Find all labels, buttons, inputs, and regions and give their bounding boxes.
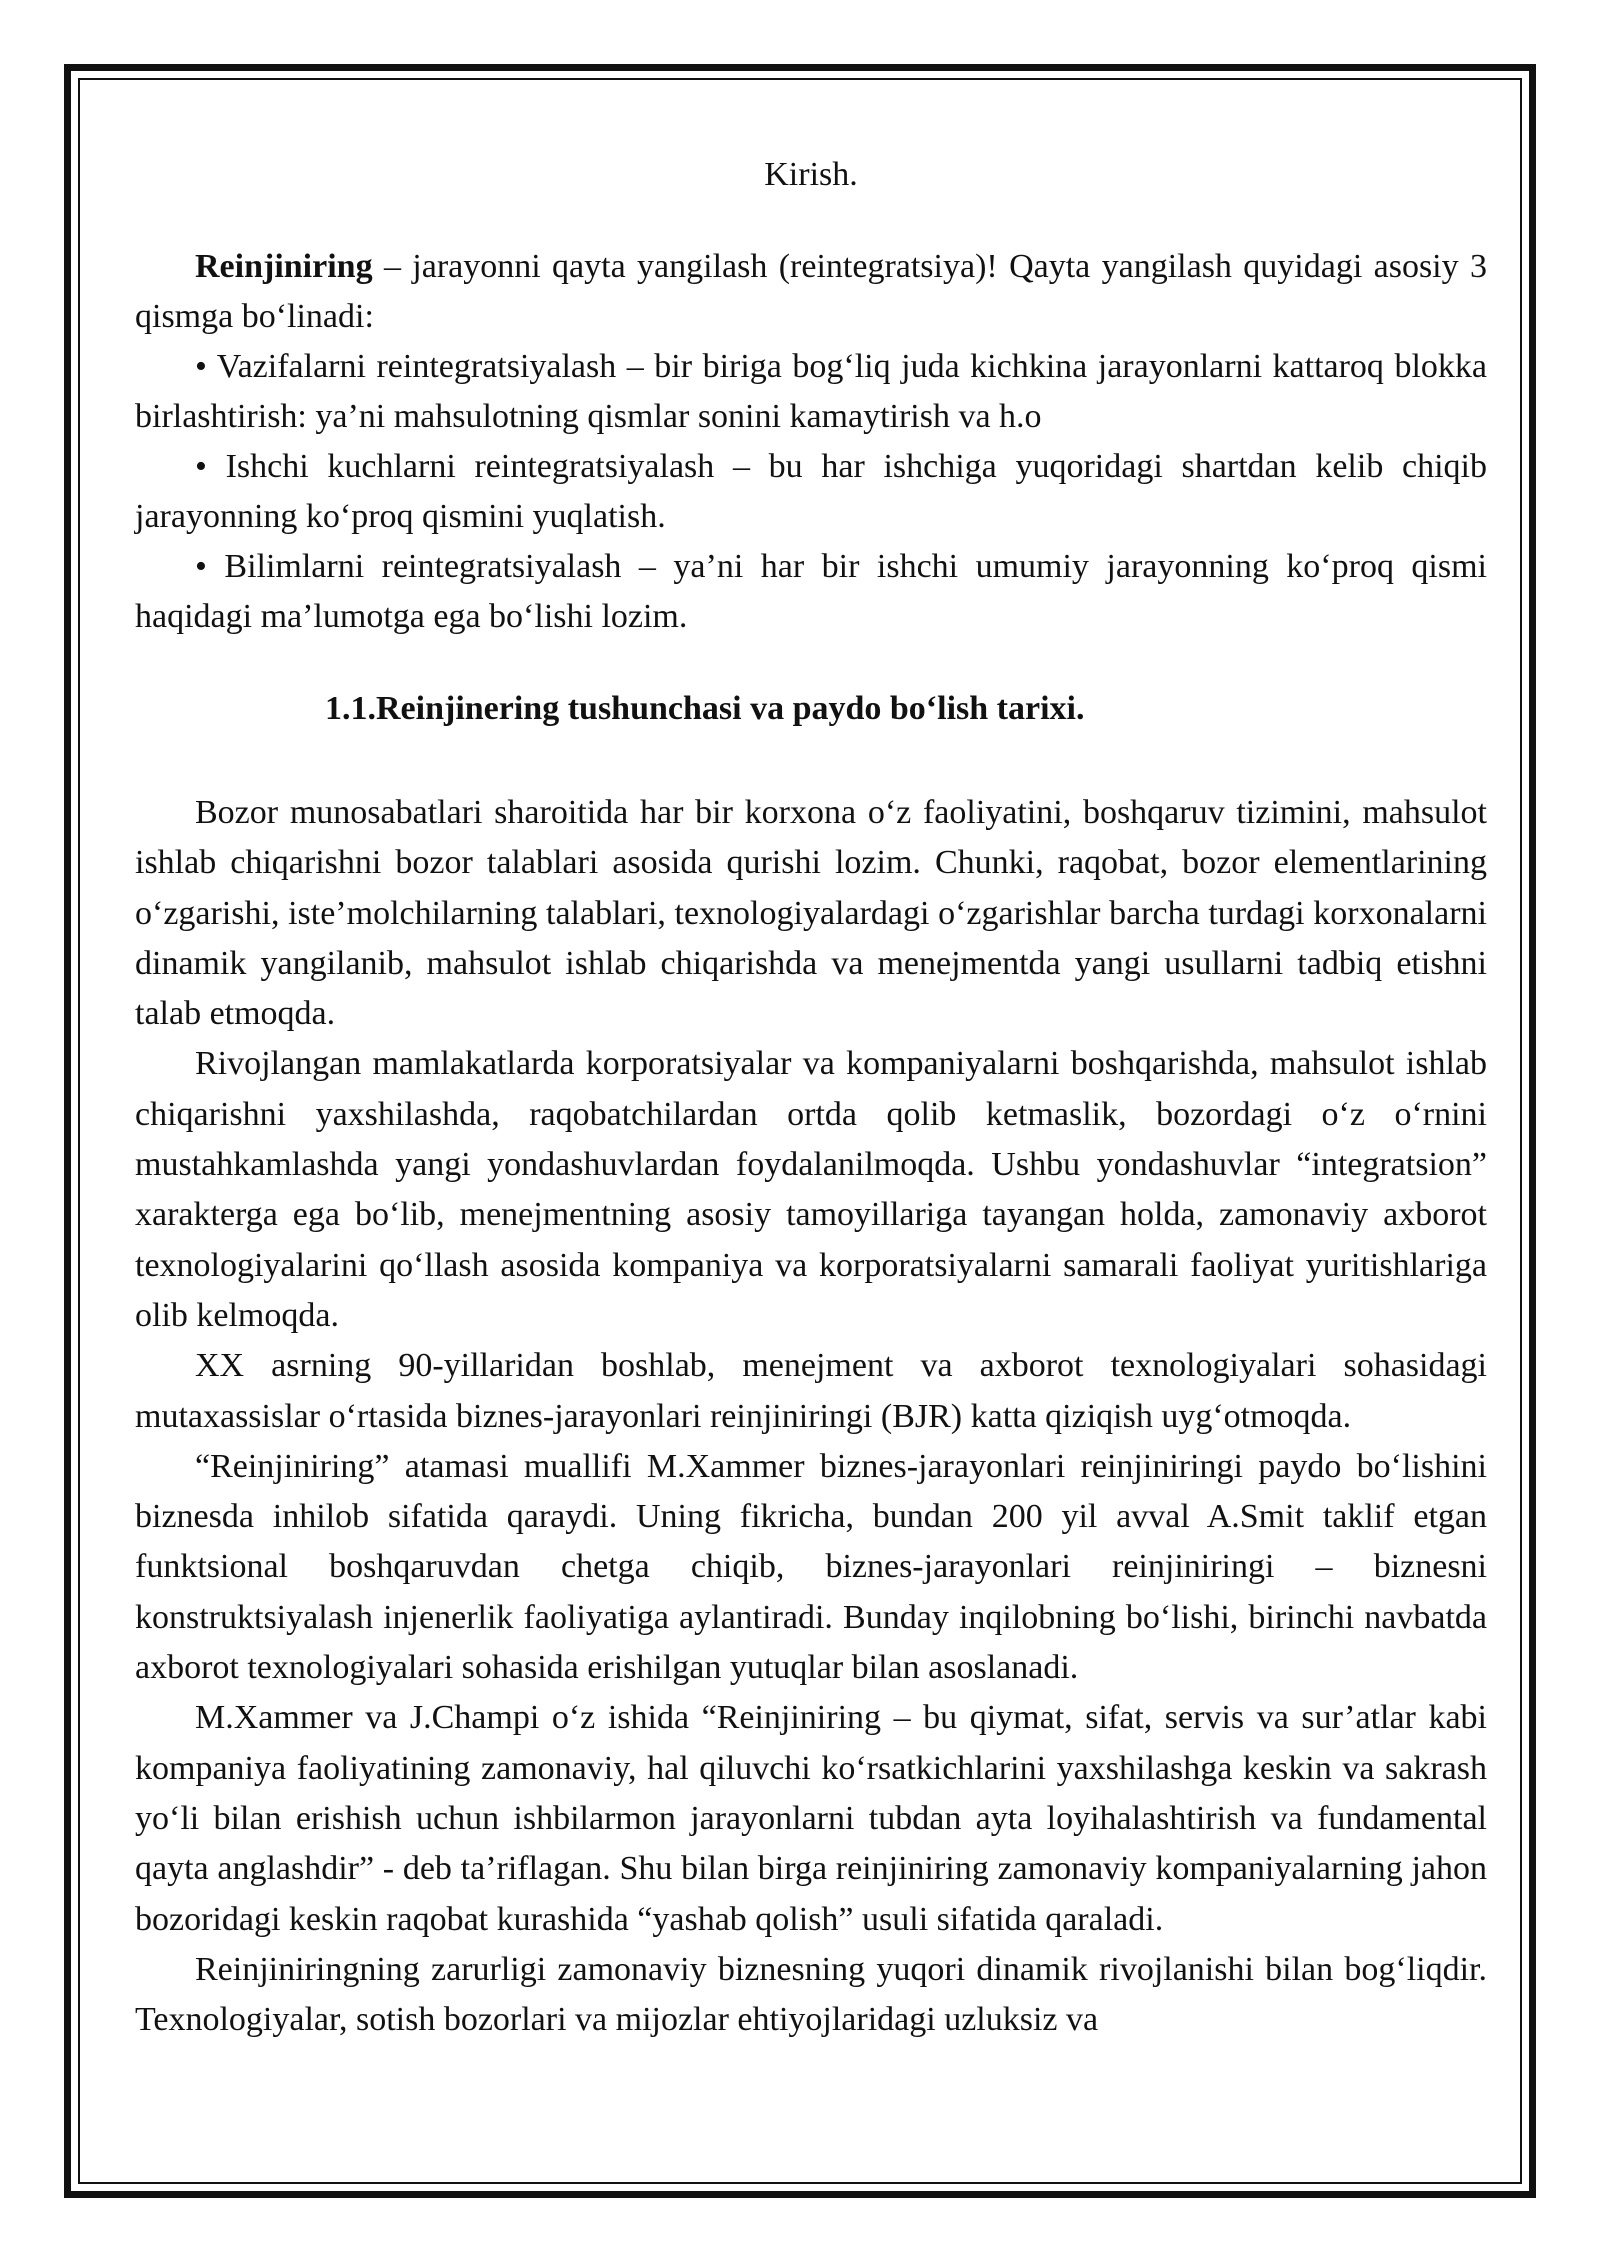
- bullet-item: • Bilimlarni reintegratsiyalash – ya’ni har bir ishchi umumiy jarayonning ko‘proq qismi haqidagi ma’lumotga ega bo‘lishi lozim.: [135, 548, 1487, 635]
- body-paragraph: XX asrning 90-yillaridan boshlab, menejment va axborot texnologiyalari sohasidagi mutaxassislar o‘rtasida biznes-jarayonlari reinjiniringi (BJR) katta qiziqish uyg‘otmoqda.: [135, 1347, 1487, 1435]
- page-title: Kirish.: [764, 156, 858, 193]
- document-body: [135, 150, 1487, 2045]
- intro-text: – jarayonni qayta yangilash (reintegratsiya)! Qayta yangilash quyidagi asosiy 3 qismga bo‘linadi:: [135, 248, 1487, 335]
- body-paragraph: Reinjiniringning zarurligi zamonaviy biznesning yuqori dinamik rivojlanishi bilan bog‘liqdir. Texnologiyalar, sotish bozorlari va mijozlar ehtiyojlaridagi uzluksiz va: [135, 1950, 1487, 2039]
- intro-term: Reinjiniring: [195, 248, 373, 285]
- body-paragraph: Rivojlangan mamlakatlarda korporatsiyalar va kompaniyalarni boshqarishda, mahsulot ishlab chiqarishni yaxshilashda, raqobatchilardan ortda qolib ketmaslik, bozordagi o‘z o‘rnini mustahkamlashda yangi yondashuvlardan foydalanilmoqda. Ushbu yondashuvlar “integratsion” xarakterga ega bo‘lib, menejmentning asosiy tamoyillariga tayangan holda, zamonaviy axborot texnologiyalarini qo‘llash asosida kompaniya va korporatsiyalarni samarali faoliyat yuritishlariga olib kelmoqda.: [135, 1045, 1487, 1334]
- intro-paragraph: [135, 242, 1487, 342]
- bullet-item: • Ishchi kuchlarni reintegratsiyalash – bu har ishchiga yuqoridagi shartdan kelib chiqib jarayonning ko‘proq qismini yuqlatish.: [135, 448, 1487, 535]
- bullet-item: • Vazifalarni reintegratsiyalash – bir biriga bog‘liq juda kichkina jarayonlarni kattaroq blokka birlashtirish: ya’ni mahsulotning qismlar sonini kamaytirish va h.o: [135, 348, 1487, 435]
- body-paragraph: “Reinjiniring” atamasi muallifi M.Xammer biznes-jarayonlari reinjiniringi paydo bo‘lishini biznesda inhilob sifatida qaraydi. Uning fikricha, bundan 200 yil avval A.Smit taklif etgan funktsional boshqaruvdan chetga chiqib, biznes-jarayonlari reinjiniringi – biznesni konstruktsiyalash injenerlik faoliyatiga aylantiradi. Bunday inqilobning bo‘lishi, birinchi navbatda axborot texnologiyalari sohasida erishilgan yutuqlar bilan asoslanadi.: [135, 1447, 1487, 1687]
- body-paragraph: M.Xammer va J.Champi o‘z ishida “Reinjiniring – bu qiymat, sifat, servis va sur’atlar kabi kompaniya faoliyatining zamonaviy, hal qiluvchi ko‘rsatkichlarini yaxshilashga keskin va sakrash yo‘li bilan erishish uchun ishbilarmon jarayonlarni tubdan ayta loyihalashtirish va fundamental qayta anglashdir” - deb ta’riflagan. Shu bilan birga reinjiniring zamonaviy kompaniyalarning jahon bozoridagi keskin raqobat kurashida “yashab qolish” usuli sifatida qaraladi.: [135, 1699, 1487, 1938]
- body-paragraph: Bozor munosabatlari sharoitida har bir korxona o‘z faoliyatini, boshqaruv tizimini, mahsulot ishlab chiqarishni bozor talablari asosida qurishi lozim. Chunki, raqobat, bozor elementlarining o‘zgarishi, iste’molchilarning talablari, texnologiyalardagi o‘zgarishlar barcha turdagi korxonalarni dinamik yangilanib, mahsulot ishlab chiqarishda va menejmentda yangi usullarni tadbiq etishni talab etmoqda.: [135, 794, 1487, 1033]
- body-paragraphs: [135, 788, 1487, 2045]
- section-heading: 1.1.Reinjinering tushunchasi va paydo bo‘lish tarixi.: [325, 690, 1085, 727]
